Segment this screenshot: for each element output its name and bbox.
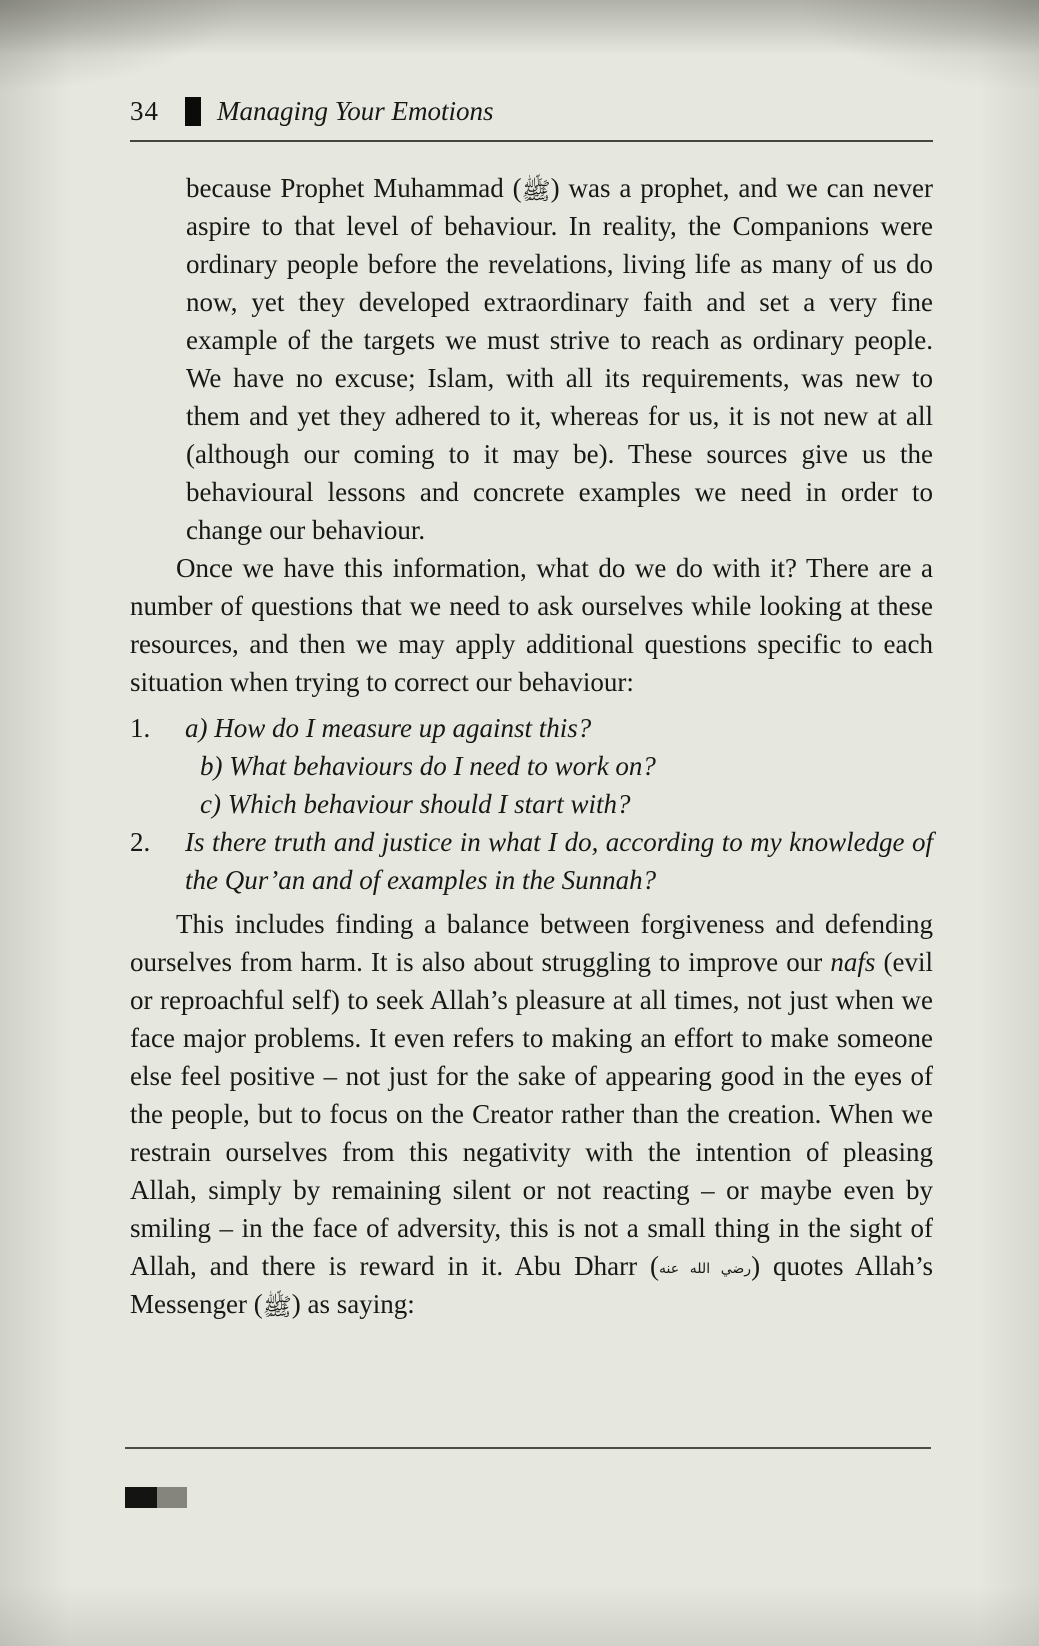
page-number: 34 [130, 96, 159, 126]
footer-marker [125, 1487, 187, 1508]
running-header-title: Managing Your Emotions [217, 96, 494, 126]
paragraph-1-text-cont: ) was a prophet, and we can never aspire to that level of behaviour. In reality, the Companions were ordinary people before the revelations, living life as many of us do now, yet they developed extraordinary faith and set a very fine example of the targets we must strive to reach as ordinary people. We have no excuse; Islam, with all its requirements, was new to them and yet they adhered to it, whereas for us, it is not new at all (although our coming to it may be). These sources give us the behavioural lessons and concrete examples we need in order to change our behaviour. [186, 173, 933, 545]
paragraph-1 [186, 169, 933, 549]
list-number-1: 1. [130, 713, 151, 743]
paragraph-2: Once we have this information, what do we do with it? There are a number of questions that we need to ask ourselves while looking at these resources, and then we may apply additional questions specific to each situation when trying to correct our behaviour: [130, 553, 933, 697]
question-1b: b) What behaviours do I need to work on? [200, 751, 656, 781]
question-2: Is there truth and justice in what I do, according to my knowledge of the Qur’an and of examples in the Sunnah? [185, 827, 933, 895]
prophet-honorific-icon: ﷺ [521, 177, 551, 205]
term-nafs: nafs [830, 947, 876, 977]
page-content [130, 96, 933, 1323]
radiallahu-honorific-icon: رضي الله عنه [659, 1261, 752, 1277]
paragraph-3-text-3: ) quotes Allah’s Messenger ( [130, 1251, 933, 1319]
page-header [130, 96, 933, 127]
paragraph-3-text-4: ) as saying: [291, 1289, 415, 1319]
footer-rule [125, 1447, 931, 1449]
header-marker [185, 97, 201, 126]
list-number-2: 2. [130, 827, 151, 857]
list-item-2 [130, 823, 933, 899]
paragraph-3-text: This includes finding a balance between forgiveness and defending ourselves from harm. It is also about struggling to improve our [130, 909, 933, 977]
list-item-1 [130, 709, 933, 747]
paragraph-3 [130, 905, 933, 1323]
question-1a: a) How do I measure up against this? [185, 713, 592, 743]
question-1c: c) Which behaviour should I start with? [200, 789, 631, 819]
header-rule [130, 140, 933, 142]
paragraph-3-text-2: (evil or reproachful self) to seek Allah’s pleasure at all times, not just when we face major problems. It even refers to making an effort to make someone else feel positive – not just for the sake of appearing good in the eyes of the people, but to focus on the Creator rather than the creation. When we restrain ourselves from this negativity with the intention of pleasing Allah, simply by remaining silent or not reacting – or maybe even by smiling – in the face of adversity, this is not a small thing in the sight of Allah, and there is reward in it. Abu Dharr ( [130, 947, 933, 1281]
paragraph-1-text: because Prophet Muhammad ( [186, 173, 522, 203]
list-item-1c [130, 785, 933, 823]
question-list [130, 709, 933, 899]
list-item-1b [130, 747, 933, 785]
prophet-honorific-icon: ﷺ [262, 1293, 292, 1321]
